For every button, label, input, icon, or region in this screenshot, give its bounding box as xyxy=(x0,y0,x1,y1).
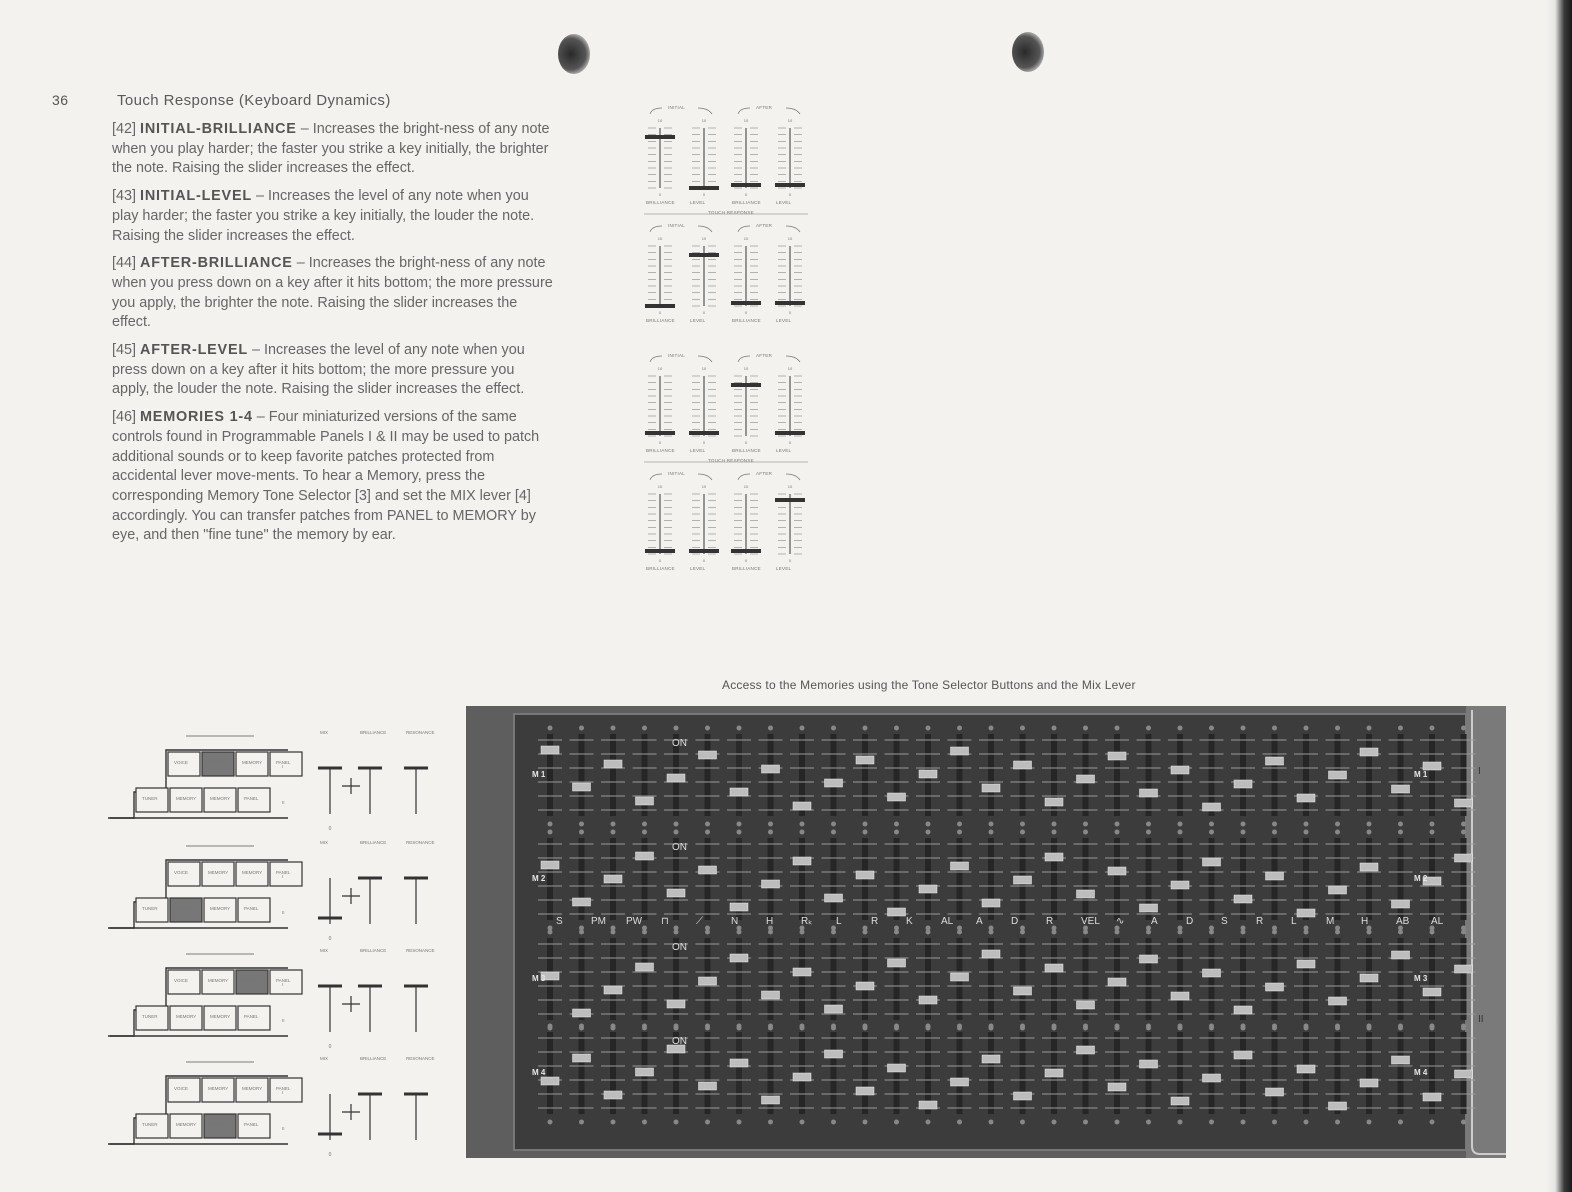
svg-text:0: 0 xyxy=(788,192,792,197)
touch-response-heading: TOUCH RESPONSE xyxy=(708,210,754,215)
parameter-label: AB xyxy=(1396,916,1410,927)
svg-text:0: 0 xyxy=(788,310,792,315)
slider-label: BRILLIANCE xyxy=(646,448,675,453)
parameter-label: H xyxy=(1361,916,1369,927)
lever-label: RESONANCE xyxy=(406,730,435,735)
selector-label: MEMORY xyxy=(208,870,229,875)
svg-text:10: 10 xyxy=(787,236,793,241)
row-mark-i: I xyxy=(282,982,284,987)
paragraph-42: [42] INITIAL-BRILLIANCE – Increases the bright-ness of any note when you play harder; the faster you strike a key initially, the brighter the note. Raising the slider increases the effect. xyxy=(112,121,550,177)
selector-label: MEMORY xyxy=(208,1086,229,1091)
selector-label: PANEL xyxy=(276,760,291,765)
group-label-after: AFTER xyxy=(756,105,773,110)
svg-text:0: 0 xyxy=(744,558,748,563)
slider-label: LEVEL xyxy=(776,200,792,205)
svg-text:0: 0 xyxy=(702,192,706,197)
section-title: Touch Response (Keyboard Dynamics) xyxy=(117,92,391,109)
selector-label: MEMORY xyxy=(208,978,229,983)
svg-text:10: 10 xyxy=(743,366,749,371)
on-indicator-label: ON xyxy=(672,842,687,853)
binder-hole-right xyxy=(1012,32,1044,72)
memory-row-label: M 1 xyxy=(1414,770,1428,779)
lever-label: MIX xyxy=(320,730,329,735)
binder-hole-left xyxy=(558,34,590,74)
slider-label: BRILLIANCE xyxy=(732,200,761,205)
svg-text:0: 0 xyxy=(744,192,748,197)
svg-text:10: 10 xyxy=(701,366,707,371)
touch-response-diagram-3 xyxy=(642,352,810,464)
svg-text:0: 0 xyxy=(702,558,706,563)
slider-label: BRILLIANCE xyxy=(732,448,761,453)
svg-text:0: 0 xyxy=(328,1152,332,1158)
lever-label: MIX xyxy=(320,948,329,953)
photo-caption: Access to the Memories using the Tone Selector Buttons and the Mix Lever xyxy=(722,678,1136,692)
slider-handle xyxy=(731,183,761,187)
paragraph-44: [44] AFTER-BRILLIANCE – Increases the bright-ness of any note when you press down on a key after it hits bottom; the more pressure you apply, the brighter the note. Raising the slider increases the effect. xyxy=(112,255,553,331)
selector-label: MEMORY xyxy=(176,796,197,801)
svg-text:10: 10 xyxy=(787,118,793,123)
selector-label: MEMORY xyxy=(242,760,263,765)
lever-label: RESONANCE xyxy=(406,948,435,953)
svg-text:0: 0 xyxy=(328,1044,332,1050)
parameter-label: L xyxy=(1291,916,1297,927)
side-mark-i: I xyxy=(1478,766,1481,777)
lever-label: BRILLIANCE xyxy=(360,840,387,845)
selector-label: MEMORY xyxy=(176,1014,197,1019)
slider-handle xyxy=(775,183,805,187)
selector-label: VOICE xyxy=(174,1086,189,1091)
selector-label: TUNER xyxy=(142,1122,158,1127)
parameter-label: PM xyxy=(591,916,606,927)
parameter-label: ∿ xyxy=(1116,916,1125,927)
selector-label: MEMORY xyxy=(210,1014,231,1019)
selector-label: VOICE xyxy=(174,760,189,765)
parameter-label: ⊓ xyxy=(661,916,669,927)
selector-label: VOICE xyxy=(174,870,189,875)
lever-label: RESONANCE xyxy=(406,1056,435,1061)
row-mark-i: I xyxy=(282,764,284,769)
group-label-after: AFTER xyxy=(756,353,773,358)
selector-label: PANEL xyxy=(276,870,291,875)
memory-row-label: M 2 xyxy=(1414,874,1428,883)
slider-handle xyxy=(645,549,675,553)
lever-label: MIX xyxy=(320,1056,329,1061)
selector-label: TUNER xyxy=(142,906,158,911)
body-text xyxy=(112,120,554,554)
svg-text:0: 0 xyxy=(702,310,706,315)
svg-text:10: 10 xyxy=(657,366,663,371)
row-mark-ii: II xyxy=(282,910,285,915)
selector-label: MEMORY xyxy=(210,1122,231,1127)
memory-row-label: M 2 xyxy=(532,874,546,883)
slider-handle xyxy=(731,383,761,387)
memory-row-label: M 3 xyxy=(532,974,546,983)
parameter-label: D xyxy=(1186,916,1194,927)
svg-text:10: 10 xyxy=(701,236,707,241)
touch-response-diagram-1 xyxy=(642,104,810,216)
svg-text:0: 0 xyxy=(788,558,792,563)
svg-text:10: 10 xyxy=(657,118,663,123)
svg-text:10: 10 xyxy=(657,236,663,241)
selector-label: MEMORY xyxy=(242,978,263,983)
parameter-label: R xyxy=(871,916,879,927)
svg-text:0: 0 xyxy=(328,826,332,832)
slider-handle xyxy=(645,431,675,435)
slider-handle xyxy=(775,498,805,502)
selector-label: TUNER xyxy=(142,796,158,801)
parameter-label: S xyxy=(1221,916,1228,927)
slider-label: BRILLIANCE xyxy=(646,566,675,571)
on-indicator-label: ON xyxy=(672,942,687,953)
selector-label: VOICE xyxy=(174,978,189,983)
memory-panel-photo xyxy=(466,706,1506,1158)
svg-text:0: 0 xyxy=(658,192,662,197)
row-mark-ii: II xyxy=(282,1126,285,1131)
selector-label: PANEL xyxy=(244,796,259,801)
paragraph-45: [45] AFTER-LEVEL – Increases the level of any note when you press down on a key after it hits bottom; the more pressure you apply, the louder the note. Raising the slider increases the effect. xyxy=(112,342,525,398)
parameter-label: L xyxy=(836,916,842,927)
selector-label: MEMORY xyxy=(176,1122,197,1127)
svg-text:0: 0 xyxy=(328,936,332,942)
lever-label: BRILLIANCE xyxy=(360,948,387,953)
svg-text:10: 10 xyxy=(743,118,749,123)
group-label-after: AFTER xyxy=(756,223,773,228)
slider-label: LEVEL xyxy=(776,318,792,323)
selector-label: PANEL xyxy=(244,1122,259,1127)
group-label-initial: INITIAL xyxy=(668,353,685,358)
memory-diagram-1 xyxy=(98,728,438,838)
group-label-after: AFTER xyxy=(756,471,773,476)
touch-response-heading: TOUCH RESPONSE xyxy=(708,458,754,463)
slider-handle xyxy=(775,301,805,305)
svg-text:10: 10 xyxy=(743,484,749,489)
slider-label: LEVEL xyxy=(690,318,706,323)
row-mark-ii: II xyxy=(282,1018,285,1023)
slider-handle xyxy=(689,186,719,190)
memory-row-label: M 3 xyxy=(1414,974,1428,983)
selector-label: MEMORY xyxy=(242,1086,263,1091)
memory-row-label: M 4 xyxy=(1414,1068,1428,1077)
slider-handle xyxy=(731,549,761,553)
parameter-label: M xyxy=(1326,916,1335,927)
paragraph-46: [46] MEMORIES 1-4 – Four miniaturized versions of the same controls found in Programmable Panels I & II may be used to patch additional sounds or to keep favorite patches protected from accidental lever move-ments. To hear a Memory, press the corresponding Memory Tone Selector [3] and set the MIX lever [4] accordingly. You can transfer patches from PANEL to MEMORY by eye, and then "fine tune" the memory by ear. xyxy=(112,409,540,544)
svg-text:10: 10 xyxy=(787,484,793,489)
selector-label: PANEL xyxy=(276,978,291,983)
svg-text:0: 0 xyxy=(744,440,748,445)
parameter-label: VEL xyxy=(1081,916,1100,927)
svg-text:0: 0 xyxy=(658,440,662,445)
parameter-label: K xyxy=(906,916,913,927)
parameter-label: D xyxy=(1011,916,1019,927)
svg-text:0: 0 xyxy=(788,440,792,445)
selector-label: PANEL xyxy=(276,1086,291,1091)
side-mark-ii: II xyxy=(1478,1014,1484,1025)
slider-label: LEVEL xyxy=(690,448,706,453)
memory-diagram-2 xyxy=(98,838,438,948)
slider-handle xyxy=(645,135,675,139)
touch-response-diagram-2 xyxy=(642,222,810,334)
memory-row-label: M 4 xyxy=(532,1068,546,1077)
svg-text:0: 0 xyxy=(658,558,662,563)
selector-label: TUNER xyxy=(142,1014,158,1019)
slider-label: LEVEL xyxy=(690,566,706,571)
touch-response-diagram-4 xyxy=(642,470,810,582)
svg-text:0: 0 xyxy=(702,440,706,445)
svg-text:10: 10 xyxy=(657,484,663,489)
lever-label: BRILLIANCE xyxy=(360,1056,387,1061)
svg-text:10: 10 xyxy=(787,366,793,371)
parameter-label: A xyxy=(976,916,983,927)
memory-diagram-3 xyxy=(98,946,438,1056)
paragraph-43: [43] INITIAL-LEVEL – Increases the level of any note when you play harder; the faster you strike a key initially, the louder the note. Raising the slider increases the effect. xyxy=(112,188,535,244)
group-label-initial: INITIAL xyxy=(668,471,685,476)
lever-label: BRILLIANCE xyxy=(360,730,387,735)
page-number: 36 xyxy=(52,92,69,108)
parameter-label: R xyxy=(1046,916,1054,927)
lever-label: MIX xyxy=(320,840,329,845)
slider-handle xyxy=(689,549,719,553)
parameter-label: H xyxy=(766,916,774,927)
page-edge-shadow xyxy=(1546,0,1572,1192)
group-label-initial: INITIAL xyxy=(668,223,685,228)
selector-label: MEMORY xyxy=(208,760,229,765)
parameter-label: AL xyxy=(1431,916,1444,927)
parameter-label: PW xyxy=(626,916,643,927)
selector-label: MEMORY xyxy=(176,906,197,911)
selector-label: MEMORY xyxy=(242,870,263,875)
selector-label: MEMORY xyxy=(210,906,231,911)
parameter-label: ⟋ xyxy=(696,916,703,927)
memory-row-label: M 1 xyxy=(532,770,546,779)
row-mark-i: I xyxy=(282,874,284,879)
slider-label: LEVEL xyxy=(776,448,792,453)
slider-label: BRILLIANCE xyxy=(732,318,761,323)
slider-handle xyxy=(775,431,805,435)
selector-label: MEMORY xyxy=(210,796,231,801)
parameter-label: R xyxy=(1256,916,1264,927)
parameter-label: Rₖ xyxy=(801,916,813,927)
slider-handle xyxy=(731,301,761,305)
memory-diagram-4 xyxy=(98,1054,438,1164)
parameter-label: AL xyxy=(941,916,954,927)
selector-label: PANEL xyxy=(244,1014,259,1019)
parameter-label: A xyxy=(1151,916,1158,927)
svg-text:0: 0 xyxy=(658,310,662,315)
slider-label: BRILLIANCE xyxy=(732,566,761,571)
svg-text:0: 0 xyxy=(744,310,748,315)
svg-text:10: 10 xyxy=(701,118,707,123)
on-indicator-label: ON xyxy=(672,738,687,749)
slider-label: LEVEL xyxy=(690,200,706,205)
slider-label: LEVEL xyxy=(776,566,792,571)
svg-text:10: 10 xyxy=(701,484,707,489)
group-label-initial: INITIAL xyxy=(668,105,685,110)
row-mark-i: I xyxy=(282,1090,284,1095)
slider-label: BRILLIANCE xyxy=(646,200,675,205)
slider-handle xyxy=(645,304,675,308)
selector-label: PANEL xyxy=(244,906,259,911)
slider-handle xyxy=(689,253,719,257)
parameter-label: S xyxy=(556,916,563,927)
lever-label: RESONANCE xyxy=(406,840,435,845)
on-indicator-label: ON xyxy=(672,1036,687,1047)
parameter-label: N xyxy=(731,916,739,927)
svg-text:10: 10 xyxy=(743,236,749,241)
slider-label: BRILLIANCE xyxy=(646,318,675,323)
slider-handle xyxy=(689,431,719,435)
row-mark-ii: II xyxy=(282,800,285,805)
